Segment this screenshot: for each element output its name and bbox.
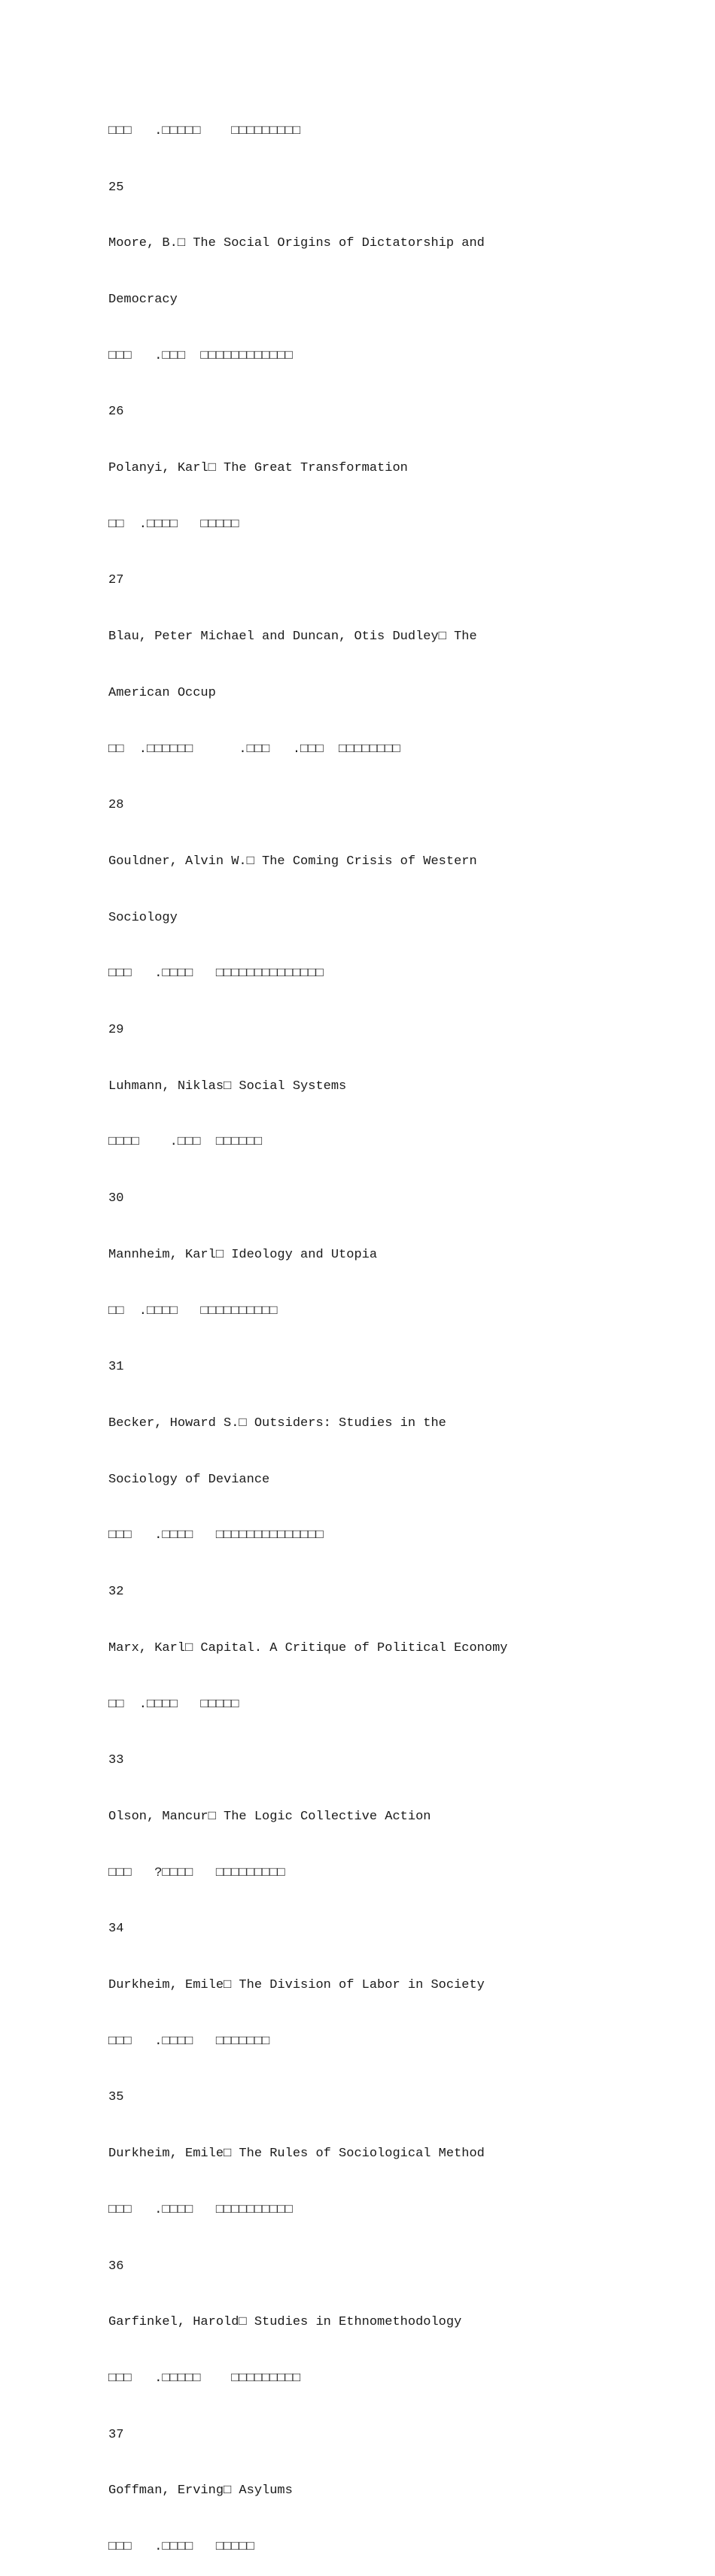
text-line: □□ .□□□□□□ .□□□ .□□□ □□□□□□□□ bbox=[108, 742, 400, 757]
text-line: □□ .□□□□ □□□□□ bbox=[108, 517, 239, 532]
entry-number: 32 bbox=[108, 1585, 124, 1600]
entry-title: Marx, Karl□ Capital. A Critique of Political Economy bbox=[108, 1640, 508, 1655]
entry-number: 34 bbox=[108, 1922, 124, 1937]
entry-number: 25 bbox=[108, 180, 124, 195]
entry-title: Democracy bbox=[108, 292, 178, 307]
text-line: □□□ ?□□□□ □□□□□□□□□ bbox=[108, 1865, 285, 1880]
entry-title: Blau, Peter Michael and Duncan, Otis Dudley□ The bbox=[108, 630, 477, 645]
text-line: □□□ .□□□ □□□□□□□□□□□□ bbox=[108, 348, 293, 363]
entry-title: Olson, Mancur□ The Logic Collective Action bbox=[108, 1809, 431, 1824]
document-body bbox=[108, 85, 650, 2576]
text-line: □□□ .□□□□ □□□□□ bbox=[108, 2540, 254, 2555]
entry-title: Durkheim, Emile□ The Division of Labor in Society bbox=[108, 1978, 485, 1993]
text-line: □□ .□□□□ □□□□□ bbox=[108, 1697, 239, 1712]
text-line: □□□□ .□□□ □□□□□□ bbox=[108, 1135, 263, 1150]
entry-number: 33 bbox=[108, 1753, 124, 1768]
entry-title: Moore, B.□ The Social Origins of Dictatorship and bbox=[108, 236, 485, 251]
entry-number: 35 bbox=[108, 2090, 124, 2105]
entry-number: 28 bbox=[108, 798, 124, 813]
entry-title: Gouldner, Alvin W.□ The Coming Crisis of Western bbox=[108, 854, 477, 869]
text-line: □□ .□□□□ □□□□□□□□□□ bbox=[108, 1303, 278, 1318]
entry-number: 29 bbox=[108, 1023, 124, 1038]
entry-number: 30 bbox=[108, 1191, 124, 1206]
entry-number: 26 bbox=[108, 405, 124, 420]
text-line: □□□ .□□□□□ □□□□□□□□□ bbox=[108, 123, 301, 138]
text-line: □□□ .□□□□□ □□□□□□□□□ bbox=[108, 2371, 301, 2386]
text-line: □□□ .□□□□ □□□□□□□ bbox=[108, 2034, 270, 2049]
entry-title: Sociology bbox=[108, 910, 178, 925]
entry-title: Sociology of Deviance bbox=[108, 1472, 270, 1487]
text-line: □□□ .□□□□ □□□□□□□□□□ bbox=[108, 2202, 293, 2217]
entry-number: 27 bbox=[108, 573, 124, 588]
entry-number: 31 bbox=[108, 1360, 124, 1375]
entry-title: Garfinkel, Harold□ Studies in Ethnomethodology bbox=[108, 2315, 462, 2330]
text-line: □□□ .□□□□ □□□□□□□□□□□□□□ bbox=[108, 1528, 324, 1543]
entry-title: Durkheim, Emile□ The Rules of Sociological Method bbox=[108, 2147, 485, 2162]
entry-title: Becker, Howard S.□ Outsiders: Studies in the bbox=[108, 1415, 446, 1431]
text-line: □□□ .□□□□ □□□□□□□□□□□□□□ bbox=[108, 966, 324, 982]
entry-number: 37 bbox=[108, 2427, 124, 2442]
entry-title: Polanyi, Karl□ The Great Transformation bbox=[108, 461, 408, 476]
entry-title: Mannheim, Karl□ Ideology and Utopia bbox=[108, 1247, 378, 1262]
entry-title: American Occup bbox=[108, 685, 216, 700]
entry-title: Luhmann, Niklas□ Social Systems bbox=[108, 1079, 347, 1094]
entry-title: Goffman, Erving□ Asylums bbox=[108, 2483, 293, 2499]
entry-number: 36 bbox=[108, 2259, 124, 2274]
